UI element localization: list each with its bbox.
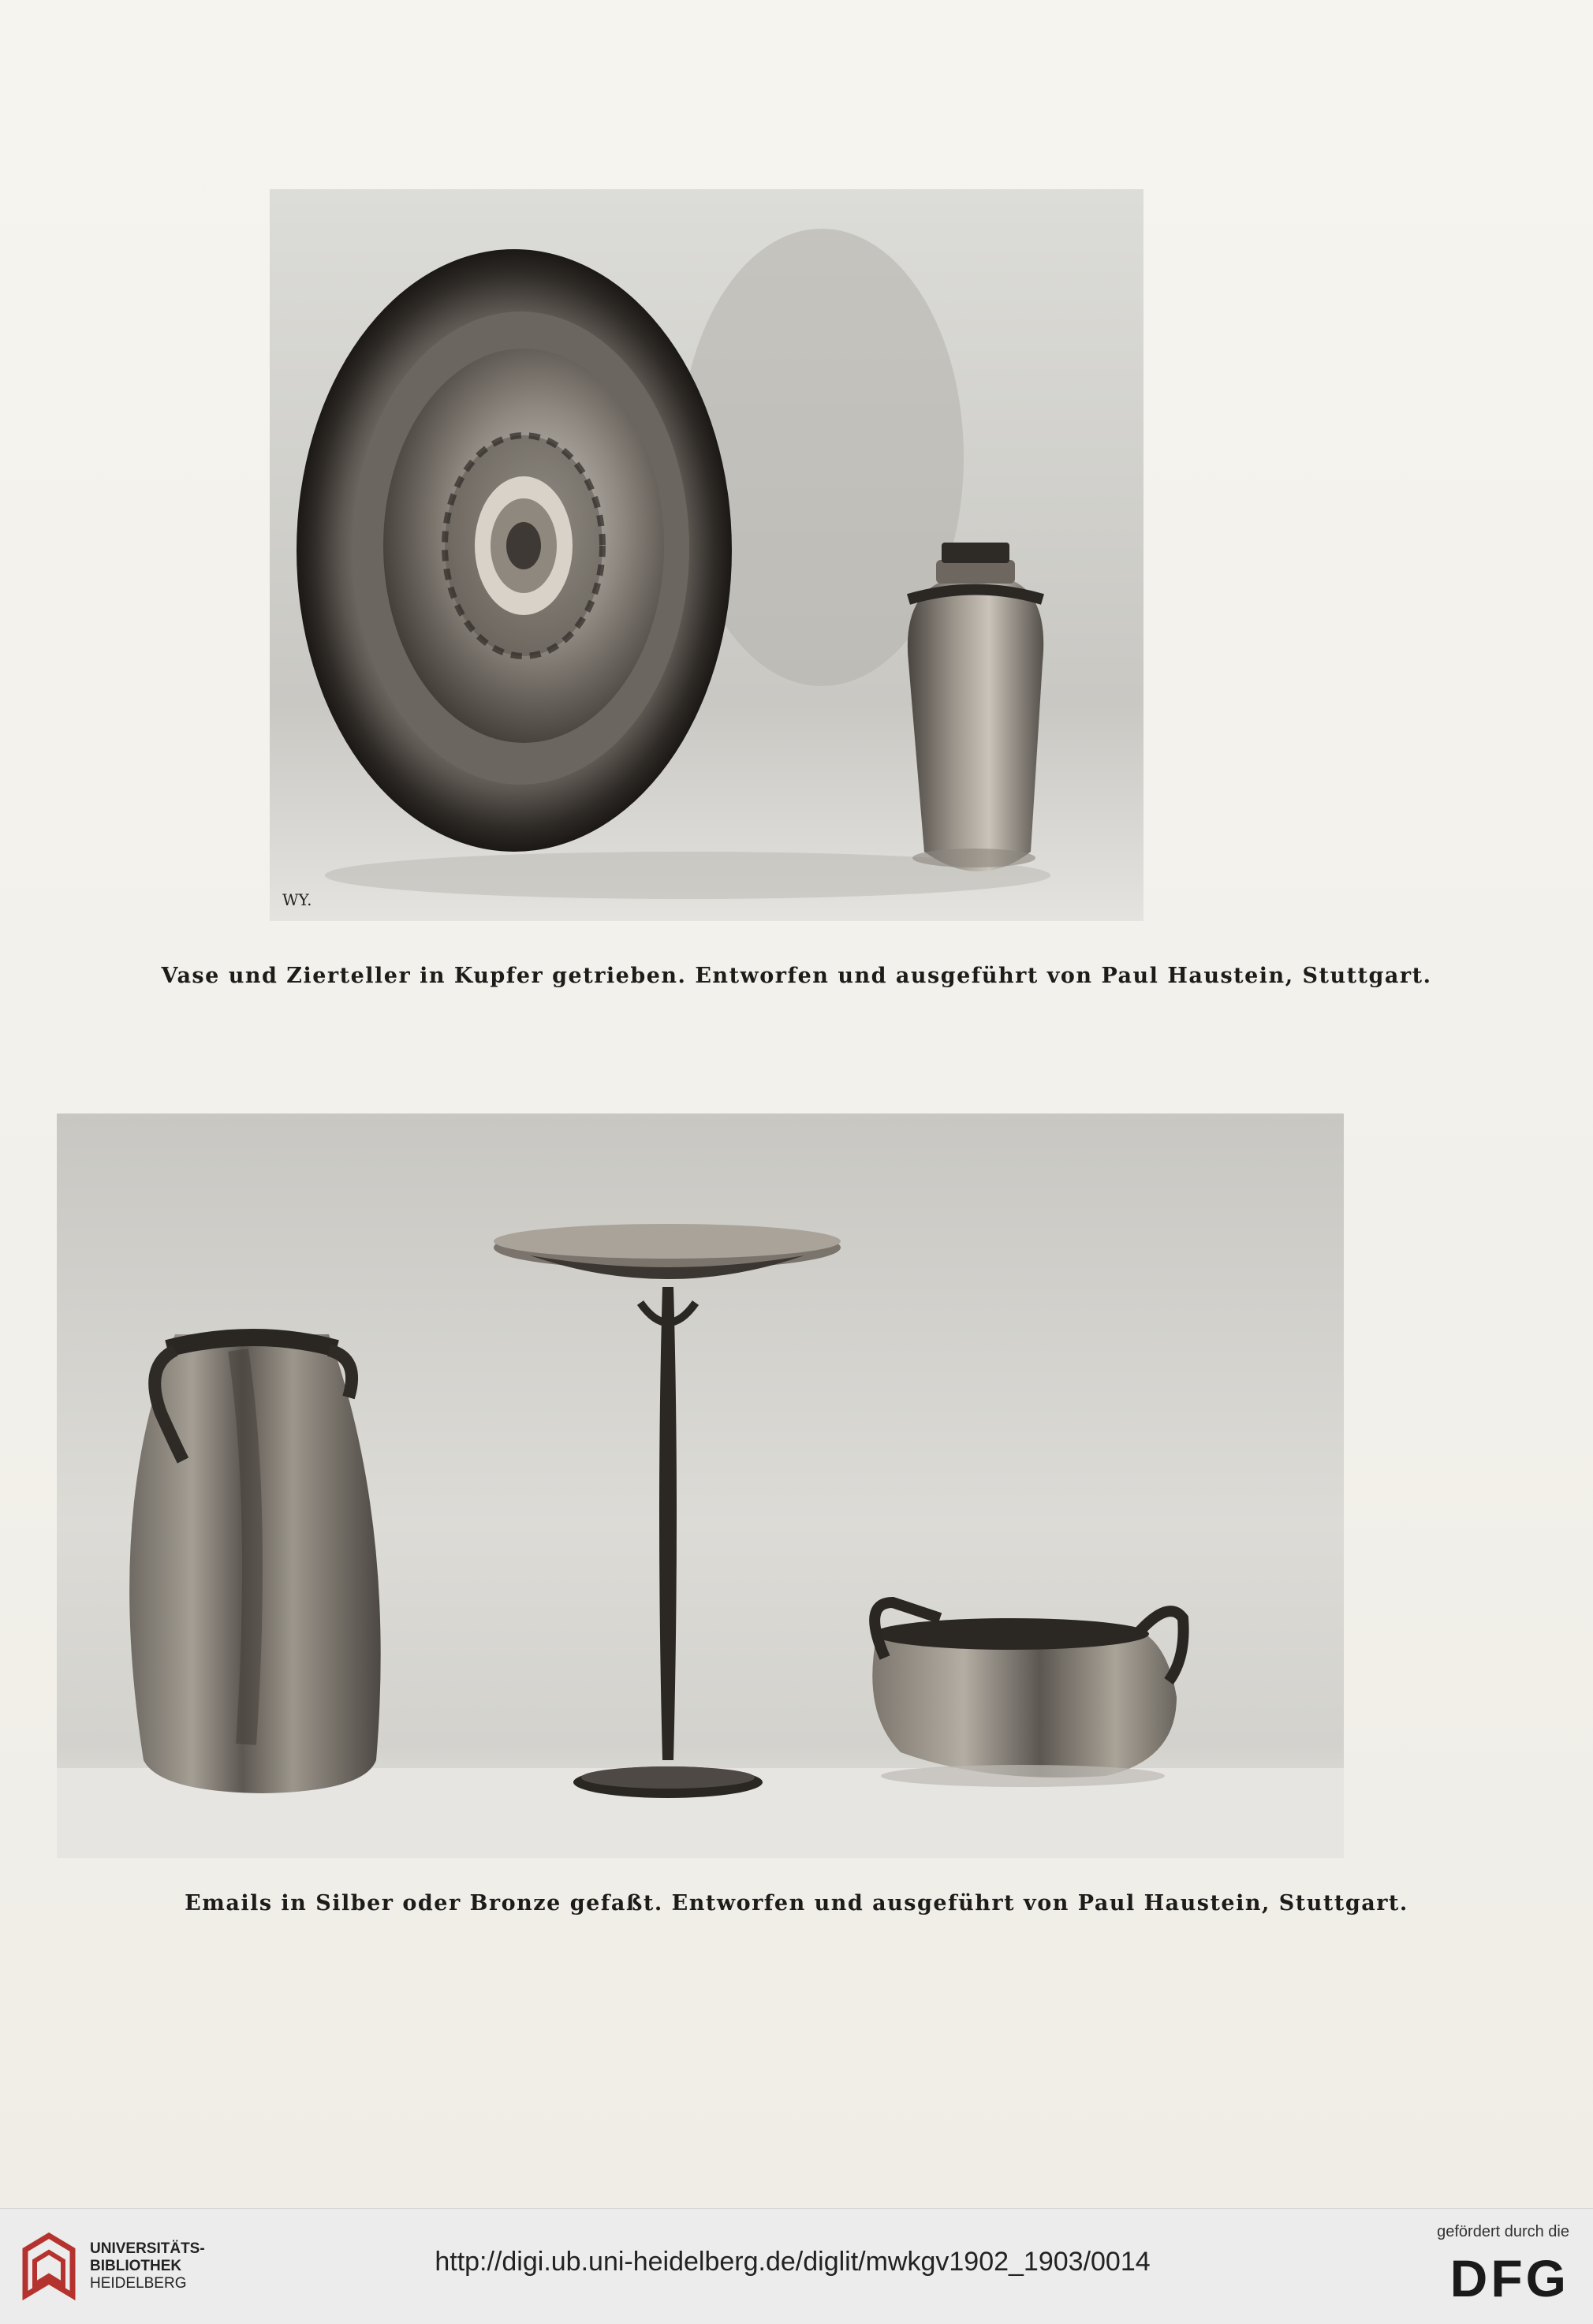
footer-bar — [0, 2208, 1593, 2324]
caption-figure-1: Vase und Zierteller in Kupfer getrieben. Entworfen und ausgeführt von Paul Haustein, Stuttgart. — [161, 964, 1432, 988]
monogram: WY. — [282, 890, 312, 909]
library-name-line-3: HEIDELBERG — [90, 2275, 187, 2292]
library-logo[interactable] — [17, 2226, 278, 2305]
caption-figure-2: Emails in Silber oder Bronze gefaßt. Entworfen und ausgeführt von Paul Haustein, Stuttgart. — [185, 1891, 1408, 1916]
library-emblem-icon — [17, 2226, 80, 2305]
library-name-line-1: UNIVERSITÄTS- — [90, 2240, 205, 2257]
dfg-logo: DFG — [1449, 2249, 1569, 2307]
funder-label: gefördert durch die — [1437, 2223, 1569, 2240]
funder-block[interactable] — [1388, 2223, 1569, 2310]
photo-plate-and-vase — [270, 189, 1143, 921]
permalink-url[interactable]: http://digi.ub.uni-heidelberg.de/diglit/mwkgv1902_1903/0014 — [435, 2247, 1151, 2277]
library-name-line-2: BIBLIOTHEK — [90, 2258, 182, 2274]
photo-enamel-vessels — [57, 1114, 1344, 1858]
library-name — [90, 2240, 205, 2292]
